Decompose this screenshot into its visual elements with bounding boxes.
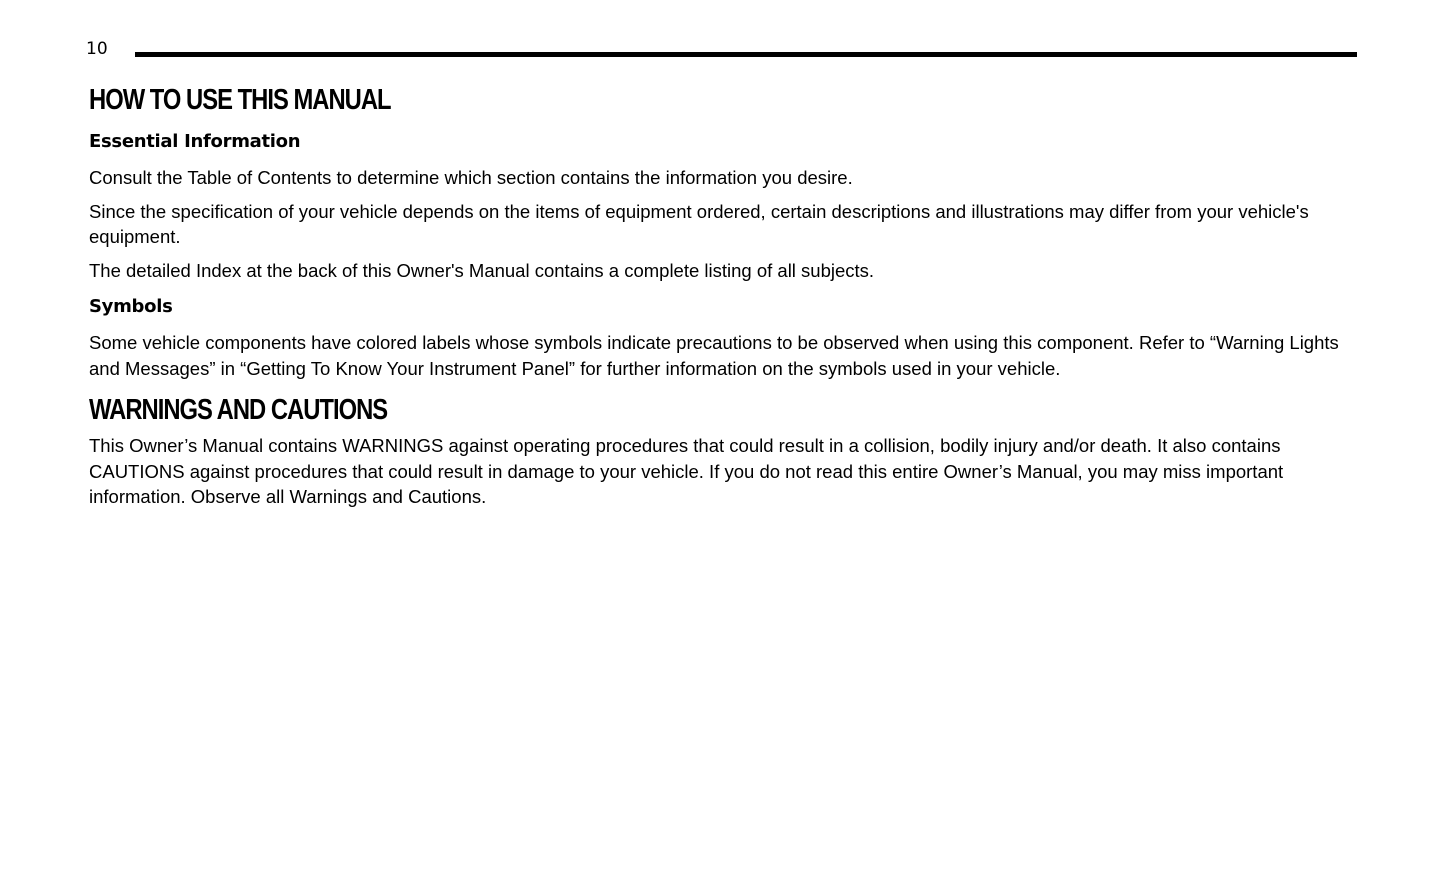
- warnings-term: WARNINGS: [342, 435, 444, 456]
- subheading-symbols: Symbols: [89, 296, 173, 317]
- paragraph-text-part-2: against operating procedures that could result in a collision, bodily injury and/or death. It also contains: [443, 435, 1281, 456]
- section-title-how-to-use: HOW TO USE THIS MANUAL: [89, 84, 391, 116]
- section-title-warnings-cautions: WARNINGS AND CAUTIONS: [89, 394, 388, 426]
- paragraph-warnings-cautions: [89, 433, 1357, 510]
- page-content: [89, 82, 1357, 510]
- paragraph-symbols: Some vehicle components have colored labels whose symbols indicate precautions to be observed when using this component. Refer to “Warning Lights and Messages” in “Getting To Know Your Instrument Panel” for further information on the symbols used in your vehicle.: [89, 332, 1339, 379]
- paragraph-text-part-1: This Owner’s Manual contains: [89, 435, 343, 456]
- cautions-term: CAUTIONS: [89, 460, 185, 482]
- page-number: 10: [86, 39, 108, 59]
- paragraph-text-part-3: against procedures that could result in damage to your vehicle. If you do not read this entire Owner’s Manual, you may miss important information. Observe all Warnings and Cautions.: [89, 460, 1284, 507]
- paragraph-index: The detailed Index at the back of this Owner's Manual contains a complete listing of all subjects.: [89, 259, 875, 281]
- header-rule: [135, 52, 1357, 57]
- paragraph-consult-toc: Consult the Table of Contents to determine which section contains the information you desire.: [89, 167, 853, 188]
- subheading-essential-information: Essential Information: [89, 131, 301, 152]
- paragraph-specification: Since the specification of your vehicle depends on the items of equipment ordered, certain descriptions and illustrations may differ from your vehicle's equipment.: [89, 200, 1309, 247]
